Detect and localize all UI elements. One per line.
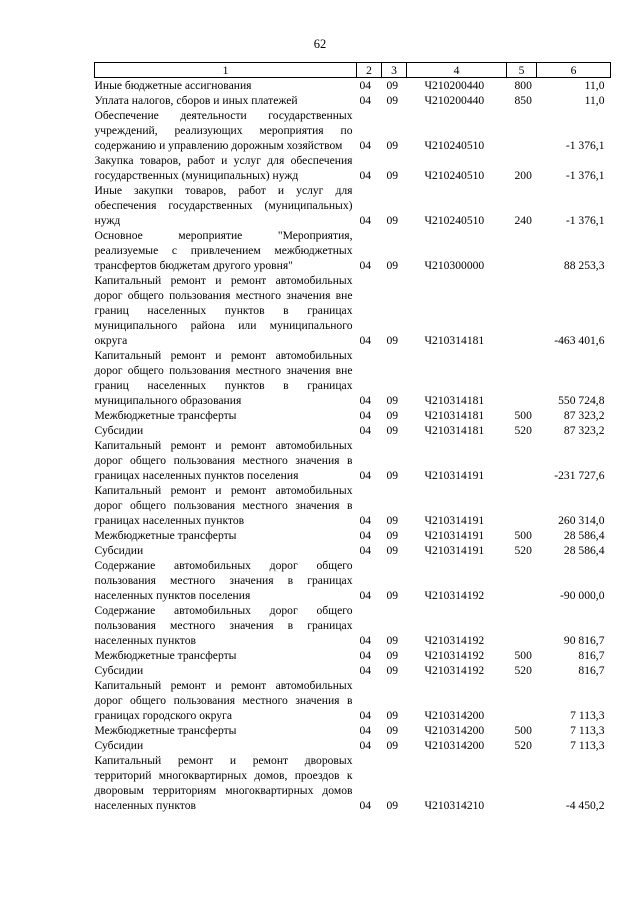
row-target-code: Ч210314200: [424, 709, 485, 722]
header-col-3: 3: [382, 63, 407, 78]
row-amount: 90 816,7: [563, 634, 605, 647]
table-row: [95, 678, 611, 723]
row-name: Уплата налогов, сборов и иных платежей: [94, 94, 298, 107]
row-amount: -463 401,6: [554, 334, 605, 347]
table-row: [95, 408, 611, 423]
row-subsection: 09: [386, 709, 399, 722]
row-name: Иные бюджетные ассигнования: [94, 79, 252, 92]
table-row: [95, 528, 611, 543]
row-expense-type: 240: [514, 214, 532, 227]
row-target-code: Ч210314181: [424, 424, 485, 437]
row-amount: 816,7: [578, 649, 605, 662]
header-col-1: 1: [95, 63, 357, 78]
row-target-code: Ч210200440: [424, 94, 485, 107]
row-section: 04: [359, 94, 372, 107]
row-amount: -231 727,6: [554, 469, 605, 482]
row-expense-type: 520: [514, 424, 532, 437]
budget-table: [94, 62, 611, 813]
row-subsection: 09: [386, 649, 399, 662]
row-amount: 11,0: [584, 79, 605, 92]
row-name: Содержание автомобильных дорог общего пользования местного значения в границах населенных пунктов поселения: [94, 559, 353, 602]
row-name: Содержание автомобильных дорог общего пользования местного значения в границах населенных пунктов: [94, 604, 353, 647]
row-section: 04: [359, 79, 372, 92]
row-target-code: Ч210314200: [424, 724, 485, 737]
table-row: [95, 753, 611, 813]
row-section: 04: [359, 409, 372, 422]
row-subsection: 09: [386, 94, 399, 107]
row-expense-type: 500: [514, 529, 532, 542]
row-subsection: 09: [386, 259, 399, 272]
row-section: 04: [359, 799, 372, 812]
row-expense-type: [507, 558, 537, 603]
row-expense-type: 500: [514, 649, 532, 662]
row-target-code: Ч210314181: [424, 334, 485, 347]
row-amount: -90 000,0: [560, 589, 605, 602]
row-target-code: Ч210314200: [424, 739, 485, 752]
row-target-code: Ч210314192: [424, 589, 485, 602]
row-amount: 7 113,3: [570, 739, 605, 752]
table-row: [95, 228, 611, 273]
table-row: [95, 603, 611, 648]
row-subsection: 09: [386, 544, 399, 557]
row-target-code: Ч210314191: [424, 529, 485, 542]
row-subsection: 09: [386, 514, 399, 527]
page-number: 62: [313, 37, 327, 51]
row-name: Межбюджетные трансферты: [94, 724, 237, 737]
row-amount: 11,0: [584, 94, 605, 107]
row-target-code: Ч210200440: [424, 79, 485, 92]
row-target-code: Ч210314192: [424, 634, 485, 647]
row-name: Межбюджетные трансферты: [94, 529, 237, 542]
table-row: [95, 738, 611, 753]
row-target-code: Ч210240510: [424, 139, 485, 152]
table-row: [95, 93, 611, 108]
table-row: [95, 153, 611, 183]
table-row: [95, 648, 611, 663]
row-target-code: Ч210314181: [424, 394, 485, 407]
row-target-code: Ч210314181: [424, 409, 485, 422]
row-target-code: Ч210314192: [424, 649, 485, 662]
row-target-code: Ч210314191: [424, 469, 485, 482]
row-section: 04: [359, 424, 372, 437]
row-section: 04: [359, 529, 372, 542]
row-subsection: 09: [386, 334, 399, 347]
row-subsection: 09: [386, 409, 399, 422]
row-subsection: 09: [386, 739, 399, 752]
row-expense-type: 520: [514, 739, 532, 752]
row-section: 04: [359, 544, 372, 557]
row-name: Иные закупки товаров, работ и услуг для обеспечения государственных (муниципальных) нужд: [94, 184, 353, 227]
header-col-5: 5: [507, 63, 537, 78]
row-subsection: 09: [386, 79, 399, 92]
row-expense-type: 800: [514, 79, 532, 92]
row-expense-type: 850: [514, 94, 532, 107]
row-section: 04: [359, 169, 372, 182]
row-name: Обеспечение деятельности государственных учреждений, реализующих мероприятия по содержанию и управлению дорожным хозяйством: [94, 109, 353, 152]
row-section: 04: [359, 634, 372, 647]
table-row: [95, 438, 611, 483]
row-amount: 550 724,8: [558, 394, 605, 407]
row-name: Капитальный ремонт и ремонт автомобильных дорог общего пользования местного значения вне границ населенных пунктов в границах муниципального района или муниципального округа: [94, 274, 353, 347]
row-expense-type: 500: [514, 724, 532, 737]
row-section: 04: [359, 514, 372, 527]
row-target-code: Ч210240510: [424, 214, 485, 227]
row-section: 04: [359, 214, 372, 227]
row-name: Субсидии: [94, 664, 144, 677]
row-amount: -1 376,1: [565, 139, 605, 152]
row-section: 04: [359, 469, 372, 482]
table-row: [95, 663, 611, 678]
row-amount: -4 450,2: [565, 799, 605, 812]
row-section: 04: [359, 724, 372, 737]
row-expense-type: [507, 603, 537, 648]
row-section: 04: [359, 664, 372, 677]
row-name: Капитальный ремонт и ремонт автомобильных дорог общего пользования местного значения в границах населенных пунктов поселения: [94, 439, 353, 482]
row-amount: 7 113,3: [570, 709, 605, 722]
table-row: [95, 183, 611, 228]
row-name: Капитальный ремонт и ремонт автомобильных дорог общего пользования местного значения вне границ населенных пунктов в границах муниципального образования: [94, 349, 353, 407]
row-expense-type: [507, 228, 537, 273]
table-row: [95, 273, 611, 348]
table-row: [95, 483, 611, 528]
row-amount: 88 253,3: [563, 259, 605, 272]
row-name: Капитальный ремонт и ремонт автомобильных дорог общего пользования местного значения в границах населенных пунктов: [94, 484, 353, 527]
row-amount: 87 323,2: [563, 409, 605, 422]
row-subsection: 09: [386, 424, 399, 437]
row-subsection: 09: [386, 469, 399, 482]
row-subsection: 09: [386, 724, 399, 737]
row-expense-type: 520: [514, 664, 532, 677]
row-amount: 28 586,4: [563, 544, 605, 557]
row-name: Субсидии: [94, 544, 144, 557]
row-expense-type: [507, 678, 537, 723]
row-subsection: 09: [386, 589, 399, 602]
row-subsection: 09: [386, 799, 399, 812]
row-section: 04: [359, 334, 372, 347]
table-row: [95, 348, 611, 408]
row-target-code: Ч210314191: [424, 544, 485, 557]
row-expense-type: [507, 108, 537, 153]
row-subsection: 09: [386, 214, 399, 227]
row-name: Межбюджетные трансферты: [94, 409, 237, 422]
row-section: 04: [359, 649, 372, 662]
row-section: 04: [359, 139, 372, 152]
row-section: 04: [359, 709, 372, 722]
row-expense-type: [507, 348, 537, 408]
row-amount: -1 376,1: [565, 169, 605, 182]
row-amount: -1 376,1: [565, 214, 605, 227]
row-expense-type: [507, 438, 537, 483]
table-body: [95, 78, 611, 814]
row-name: Закупка товаров, работ и услуг для обеспечения государственных (муниципальных) нужд: [94, 154, 353, 182]
table-row: [95, 78, 611, 94]
row-name: Капитальный ремонт и ремонт дворовых территорий многоквартирных домов, проездов к дворовым территориям многоквартирных домов населенных пунктов: [94, 754, 353, 812]
row-expense-type: [507, 483, 537, 528]
row-subsection: 09: [386, 394, 399, 407]
row-section: 04: [359, 259, 372, 272]
header-col-2: 2: [357, 63, 382, 78]
row-expense-type: 520: [514, 544, 532, 557]
header-col-4: 4: [407, 63, 507, 78]
row-amount: 816,7: [578, 664, 605, 677]
row-subsection: 09: [386, 664, 399, 677]
row-target-code: Ч210314191: [424, 514, 485, 527]
row-section: 04: [359, 739, 372, 752]
row-amount: 28 586,4: [563, 529, 605, 542]
row-section: 04: [359, 589, 372, 602]
row-subsection: 09: [386, 139, 399, 152]
row-target-code: Ч210314210: [424, 799, 485, 812]
row-name: Субсидии: [94, 424, 144, 437]
row-name: Субсидии: [94, 739, 144, 752]
row-expense-type: [507, 273, 537, 348]
table-row: [95, 723, 611, 738]
table-header-row: [95, 63, 611, 78]
table-row: [95, 423, 611, 438]
header-col-6: 6: [537, 63, 611, 78]
row-expense-type: 200: [514, 169, 532, 182]
row-subsection: 09: [386, 169, 399, 182]
table-row: [95, 543, 611, 558]
row-name: Основное мероприятие "Мероприятия, реализуемые с привлечением межбюджетных трансфертов бюджетам другого уровня": [94, 229, 353, 272]
row-target-code: Ч210314192: [424, 664, 485, 677]
row-expense-type: 500: [514, 409, 532, 422]
row-section: 04: [359, 394, 372, 407]
row-amount: 7 113,3: [570, 724, 605, 737]
row-expense-type: [507, 753, 537, 813]
row-target-code: Ч210240510: [424, 169, 485, 182]
table-row: [95, 558, 611, 603]
row-target-code: Ч210300000: [424, 259, 485, 272]
row-amount: 260 314,0: [558, 514, 605, 527]
row-name: Межбюджетные трансферты: [94, 649, 237, 662]
row-subsection: 09: [386, 634, 399, 647]
row-name: Капитальный ремонт и ремонт автомобильных дорог общего пользования местного значения в границах городского округа: [94, 679, 353, 722]
row-subsection: 09: [386, 529, 399, 542]
table-row: [95, 108, 611, 153]
row-amount: 87 323,2: [563, 424, 605, 437]
